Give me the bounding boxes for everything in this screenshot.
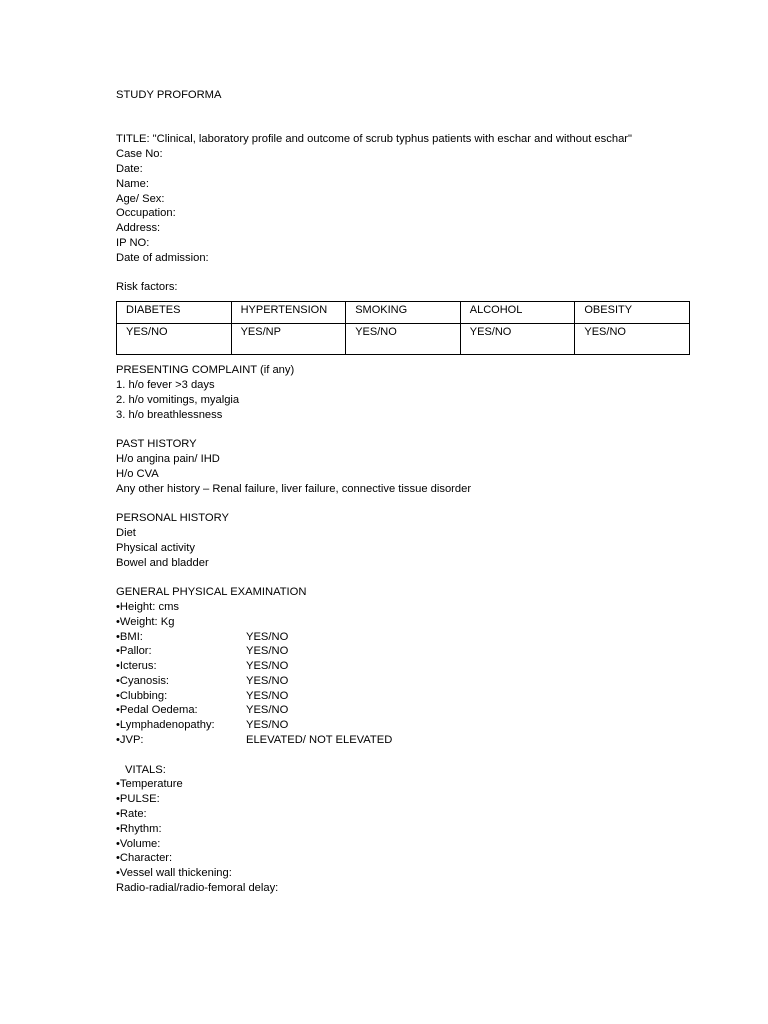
admission-date-field: Date of admission: <box>116 251 209 264</box>
exam-value: YES/NO <box>246 704 289 717</box>
document-heading: STUDY PROFORMA <box>116 89 222 101</box>
list-item: •Temperature <box>116 778 183 791</box>
list-item: Diet <box>116 526 136 539</box>
presenting-complaint-section <box>116 363 696 422</box>
exam-label: •JVP: <box>116 734 144 747</box>
exam-label: •Lymphadenopathy: <box>116 719 215 732</box>
lymphadenopathy-row <box>116 718 696 733</box>
cyanosis-row <box>116 674 696 689</box>
section-heading: PERSONAL HISTORY <box>116 512 229 525</box>
past-history-section <box>116 437 696 496</box>
list-item: •PULSE: <box>116 793 160 806</box>
list-item: •Character: <box>116 852 173 865</box>
list-item: Any other history – Renal failure, liver failure, connective tissue disorder <box>116 482 472 495</box>
date-field: Date: <box>116 162 143 175</box>
address-field: Address: <box>116 222 161 235</box>
risk-header-hypertension: HYPERTENSION <box>231 302 346 324</box>
list-item: 2. h/o vomitings, myalgia <box>116 393 240 406</box>
risk-header-smoking: SMOKING <box>346 302 461 324</box>
clubbing-row <box>116 689 696 704</box>
list-item: 3. h/o breathlessness <box>116 408 223 421</box>
list-item: •Rate: <box>116 808 147 821</box>
section-heading: VITALS: <box>125 763 166 776</box>
pallor-row <box>116 644 696 659</box>
exam-label: •Pedal Oedema: <box>116 704 198 717</box>
risk-factors-label: Risk factors: <box>116 281 178 294</box>
exam-value: YES/NO <box>246 660 289 673</box>
list-item: Physical activity <box>116 541 195 554</box>
risk-value-obesity: YES/NO <box>575 324 690 355</box>
list-item: 1. h/o fever >3 days <box>116 378 215 391</box>
section-heading: GENERAL PHYSICAL EXAMINATION <box>116 586 307 599</box>
list-item: •Rhythm: <box>116 822 162 835</box>
exam-label: •Clubbing: <box>116 689 168 702</box>
height-field: •Height: cms <box>116 600 179 613</box>
exam-label: •Pallor: <box>116 645 152 658</box>
occupation-field: Occupation: <box>116 207 176 220</box>
list-item: Radio-radial/radio-femoral delay: <box>116 882 279 895</box>
vitals-section <box>116 763 696 896</box>
patient-details <box>116 147 696 265</box>
risk-value-row <box>117 324 690 355</box>
list-item: •Volume: <box>116 837 161 850</box>
exam-value: ELEVATED/ NOT ELEVATED <box>246 734 393 747</box>
exam-value: YES/NO <box>246 674 289 687</box>
exam-label: •Cyanosis: <box>116 674 170 687</box>
section-heading: PRESENTING COMPLAINT (if any) <box>116 364 295 377</box>
document-page <box>116 88 696 896</box>
bmi-row <box>116 630 696 645</box>
risk-header-obesity: OBESITY <box>575 302 690 324</box>
risk-header-row <box>117 302 690 324</box>
risk-header-diabetes: DIABETES <box>117 302 232 324</box>
pedal-oedema-row <box>116 703 696 718</box>
list-item: H/o angina pain/ IHD <box>116 452 220 465</box>
risk-factors-table <box>116 301 690 355</box>
ip-no-field: IP NO: <box>116 236 150 249</box>
exam-label: •BMI: <box>116 630 143 643</box>
exam-label: •Icterus: <box>116 660 157 673</box>
risk-value-smoking: YES/NO <box>346 324 461 355</box>
jvp-row <box>116 733 696 748</box>
section-heading: PAST HISTORY <box>116 438 197 451</box>
list-item: Bowel and bladder <box>116 556 209 569</box>
study-title: TITLE: "Clinical, laboratory profile and outcome of scrub typhus patients with eschar and without eschar" <box>116 133 632 146</box>
weight-field: •Weight: Kg <box>116 615 175 628</box>
general-exam-section <box>116 585 696 748</box>
risk-value-hypertension: YES/NP <box>231 324 346 355</box>
personal-history-section <box>116 511 696 570</box>
risk-header-alcohol: ALCOHOL <box>460 302 575 324</box>
icterus-row <box>116 659 696 674</box>
exam-value: YES/NO <box>246 630 289 643</box>
list-item: H/o CVA <box>116 467 159 480</box>
exam-value: YES/NO <box>246 719 289 732</box>
risk-value-alcohol: YES/NO <box>460 324 575 355</box>
age-sex-field: Age/ Sex: <box>116 192 165 205</box>
risk-value-diabetes: YES/NO <box>117 324 232 355</box>
list-item: •Vessel wall thickening: <box>116 867 232 880</box>
exam-value: YES/NO <box>246 689 289 702</box>
name-field: Name: <box>116 177 149 190</box>
case-no-field: Case No: <box>116 148 163 161</box>
exam-value: YES/NO <box>246 645 289 658</box>
